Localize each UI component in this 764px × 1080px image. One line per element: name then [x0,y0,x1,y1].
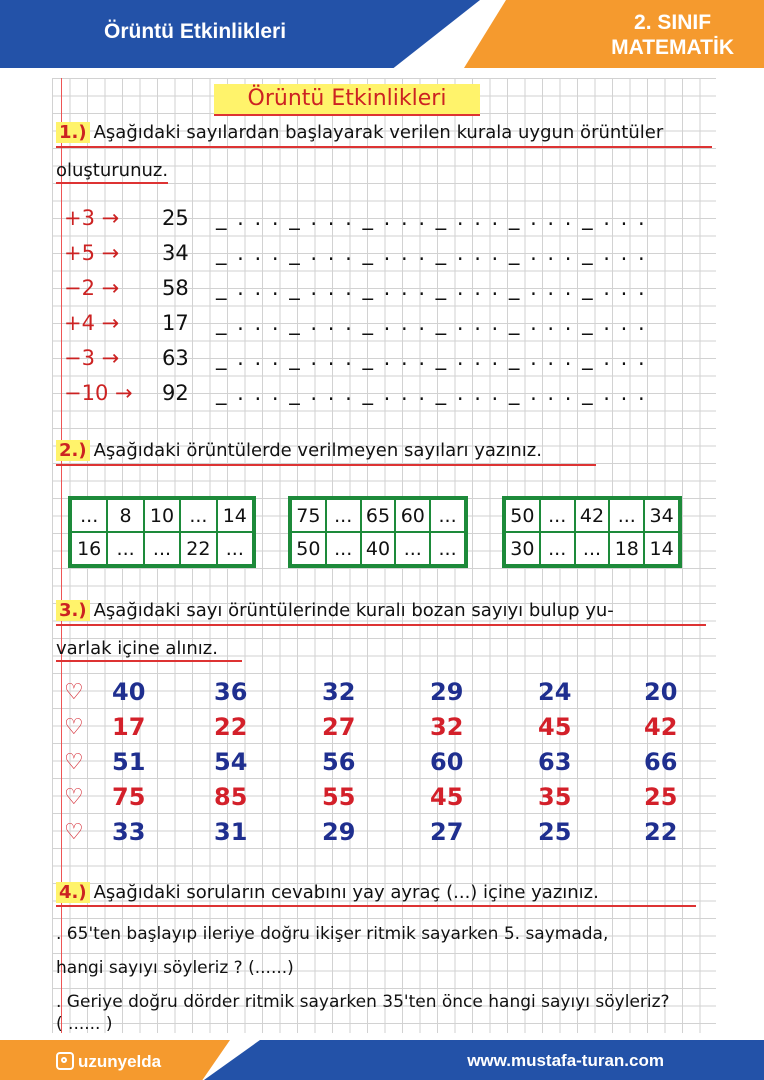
instagram-handle: uzunyelda [78,1052,162,1071]
q2-text: Aşağıdaki örüntülerde verilmeyen sayıları yazınız. [93,440,542,461]
q1-blanks: _ . . . _ . . . _ . . . _ . . . _ . . . _ . . . [216,276,647,300]
q4-title [56,882,599,903]
q1-rule: −3 → [64,346,120,370]
q2-grid-3 [502,496,682,568]
grid-cell[interactable]: ... [575,532,610,565]
header-title: Örüntü Etkinlikleri [104,20,287,43]
q1-underline-2 [56,182,168,184]
q3-title-line1 [56,600,614,621]
q3-text-line1: Aşağıdaki sayı örüntülerinde kuralı bozan sayıyı bulup yu- [93,600,614,621]
q2-grid-1 [68,496,256,568]
q4-underline [56,905,696,907]
pattern-number[interactable]: 32 [430,713,464,741]
grid-cell[interactable]: ... [71,499,107,532]
footer-instagram[interactable] [56,1052,161,1072]
pattern-number[interactable]: 51 [112,748,146,776]
pattern-number[interactable]: 60 [430,748,464,776]
grid-cell[interactable]: 50 [505,499,540,532]
grid-cell[interactable]: 65 [361,499,396,532]
q2-underline [56,464,596,466]
q1-start: 34 [162,241,189,265]
q1-start: 17 [162,311,189,335]
q1-text-line1: Aşağıdaki sayılardan başlayarak verilen kurala uygun örüntüler [93,122,664,143]
grid-cell[interactable]: 60 [395,499,430,532]
grid-cell[interactable]: 8 [107,499,143,532]
pattern-number[interactable]: 56 [322,748,356,776]
pattern-number[interactable]: 31 [214,818,248,846]
grid-cell[interactable]: 10 [144,499,180,532]
q1-start: 92 [162,381,189,405]
grid-cell[interactable]: ... [609,499,644,532]
q4-question-1-answer: hangi sayıyı söyleriz ? (......) [56,958,294,978]
pattern-number[interactable]: 54 [214,748,248,776]
heart-icon: ♡ [64,750,84,775]
pattern-number[interactable]: 27 [322,713,356,741]
grid-cell[interactable]: 22 [180,532,216,565]
pattern-number[interactable]: 29 [322,818,356,846]
footer-website[interactable]: www.mustafa-turan.com [467,1051,664,1070]
q4-text: Aşağıdaki soruların cevabını yay ayraç (...) içine yazınız. [93,882,599,903]
grid-cell[interactable]: 50 [291,532,326,565]
grid-cell[interactable]: ... [326,532,361,565]
q1-rule: +5 → [64,241,120,265]
pattern-number[interactable]: 45 [538,713,572,741]
grid-cell[interactable]: ... [217,532,253,565]
q1-text-line2: oluşturunuz. [56,160,169,181]
pattern-number[interactable]: 75 [112,783,146,811]
pattern-number[interactable]: 22 [214,713,248,741]
grid-cell[interactable]: ... [430,532,465,565]
q1-start: 63 [162,346,189,370]
grid-cell[interactable]: 14 [644,532,679,565]
grid-cell[interactable]: 18 [609,532,644,565]
pattern-number[interactable]: 33 [112,818,146,846]
instagram-icon [56,1052,74,1070]
q2-grid-2 [288,496,468,568]
q2-number: 2.) [56,440,90,461]
pattern-number[interactable]: 85 [214,783,248,811]
q3-text-line2: varlak içine alınız. [56,638,218,659]
q1-rule: −10 → [64,381,133,405]
pattern-number[interactable]: 36 [214,678,248,706]
grid-cell[interactable]: ... [326,499,361,532]
q4-question-2: . Geriye doğru dörder ritmik sayarken 35'ten önce hangi sayıyı söyleriz? [56,992,670,1012]
q1-blanks: _ . . . _ . . . _ . . . _ . . . _ . . . _ . . . [216,206,647,230]
q1-blanks: _ . . . _ . . . _ . . . _ . . . _ . . . _ . . . [216,346,647,370]
q4-number: 4.) [56,882,90,903]
pattern-number[interactable]: 55 [322,783,356,811]
grid-cell[interactable]: ... [180,499,216,532]
heart-icon: ♡ [64,820,84,845]
q1-blanks: _ . . . _ . . . _ . . . _ . . . _ . . . _ . . . [216,241,647,265]
pattern-number[interactable]: 66 [644,748,678,776]
pattern-number[interactable]: 29 [430,678,464,706]
q4-question-2-answer: ( ...... ) [56,1014,113,1034]
q3-number: 3.) [56,600,90,621]
pattern-number[interactable]: 17 [112,713,146,741]
q1-start: 58 [162,276,189,300]
subject-label: MATEMATİK [611,36,734,59]
q1-blanks: _ . . . _ . . . _ . . . _ . . . _ . . . _ . . . [216,311,647,335]
pattern-number[interactable]: 35 [538,783,572,811]
q2-title [56,440,542,461]
q1-title-line1 [56,122,663,143]
heart-icon: ♡ [64,680,84,705]
grid-cell[interactable]: 42 [575,499,610,532]
pattern-number[interactable]: 22 [644,818,678,846]
pattern-number[interactable]: 25 [538,818,572,846]
q1-blanks: _ . . . _ . . . _ . . . _ . . . _ . . . _ . . . [216,381,647,405]
heart-icon: ♡ [64,785,84,810]
grid-cell[interactable]: ... [540,532,575,565]
grid-cell[interactable]: ... [395,532,430,565]
q4-question-1: . 65'ten başlayıp ileriye doğru ikişer ritmik sayarken 5. saymada, [56,924,609,944]
grid-cell[interactable]: ... [107,532,143,565]
pattern-number[interactable]: 20 [644,678,678,706]
pattern-number[interactable]: 27 [430,818,464,846]
grid-cell[interactable]: ... [540,499,575,532]
pattern-number[interactable]: 63 [538,748,572,776]
grid-cell[interactable]: 30 [505,532,540,565]
q1-start: 25 [162,206,189,230]
grid-cell[interactable]: ... [144,532,180,565]
q1-rule: −2 → [64,276,120,300]
q1-rule: +3 → [64,206,120,230]
grid-cell[interactable]: ... [430,499,465,532]
grid-cell[interactable]: 34 [644,499,679,532]
pattern-number[interactable]: 24 [538,678,572,706]
page-title: Örüntü Etkinlikleri [214,84,480,116]
pattern-number[interactable]: 32 [322,678,356,706]
q3-underline [56,624,706,626]
q1-underline [56,146,712,148]
q3-underline-2 [56,660,242,662]
grid-cell[interactable]: 75 [291,499,326,532]
q1-rule: +4 → [64,311,120,335]
heart-icon: ♡ [64,715,84,740]
pattern-number[interactable]: 40 [112,678,146,706]
grid-cell[interactable]: 40 [361,532,396,565]
grid-cell[interactable]: 16 [71,532,107,565]
q1-number: 1.) [56,122,90,143]
grade-label: 2. SINIF [634,11,712,34]
pattern-number[interactable]: 45 [430,783,464,811]
grid-cell[interactable]: 14 [217,499,253,532]
pattern-number[interactable]: 42 [644,713,678,741]
pattern-number[interactable]: 25 [644,783,678,811]
header-grade [611,10,734,60]
